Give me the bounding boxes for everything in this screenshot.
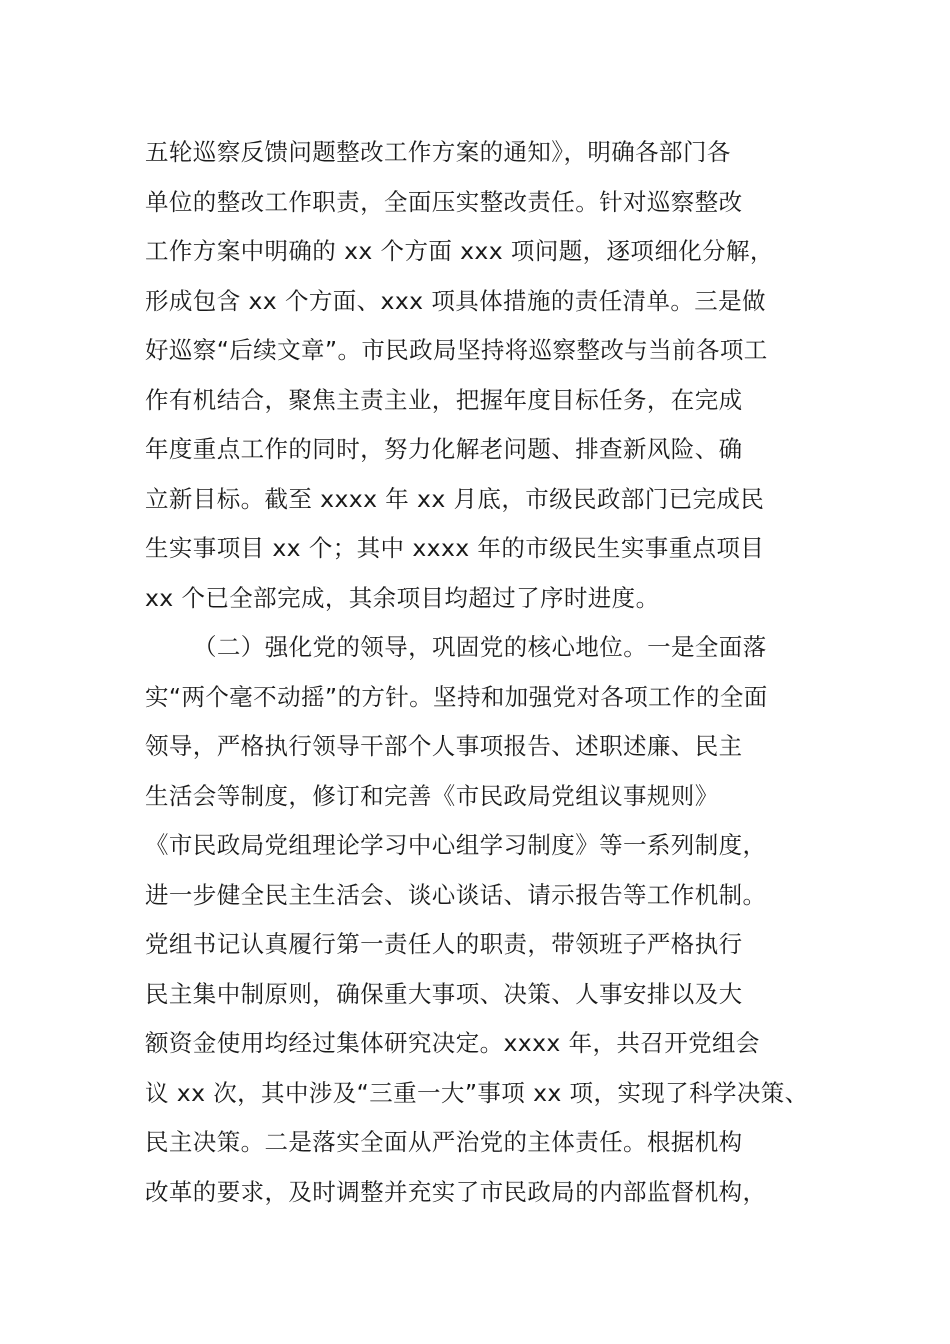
text-line: 民主决策。二是落实全面从严治党的主体责任。根据机构	[145, 1128, 743, 1156]
text-line: xx 个已全部完成，其余项目均超过了序时进度。	[145, 583, 660, 612]
text-line: 议 xx 次，其中涉及“三重一大”事项 xx 项，实现了科学决策、	[145, 1078, 809, 1107]
text-line: 作有机结合，聚焦主责主业，把握年度目标任务，在完成	[145, 385, 743, 414]
text-line: 好巡察“后续文章”。市民政局坚持将巡察整改与当前各项工	[145, 336, 768, 364]
text-line: 立新目标。截至 xxxx 年 xx 月底，市级民政部门已完成民	[145, 484, 765, 513]
text-line: 进一步健全民主生活会、谈心谈话、请示报告等工作机制。	[145, 880, 767, 909]
text-line: 生实事项目 xx 个；其中 xxxx 年的市级民生实事重点项目	[145, 534, 765, 562]
text-line: 五轮巡察反馈问题整改工作方案的通知》，明确各部门各	[145, 138, 731, 166]
body-text	[145, 128, 835, 1217]
section-heading-line: （二）强化党的领导，巩固党的核心地位。一是全面落	[193, 633, 767, 661]
text-line: 工作方案中明确的 xx 个方面 xxx 项问题，逐项细化分解，	[145, 237, 774, 265]
text-line: 实“两个毫不动摇”的方针。坚持和加强党对各项工作的全面	[145, 682, 768, 711]
text-line: 党组书记认真履行第一责任人的职责，带领班子严格执行	[145, 930, 743, 958]
text-line: 年度重点工作的同时，努力化解老问题、排查新风险、确	[145, 435, 743, 463]
text-line: 民主集中制原则，确保重大事项、决策、人事安排以及大	[145, 979, 743, 1008]
text-line: 《市民政局党组理论学习中心组学习制度》等一系列制度，	[145, 831, 767, 859]
text-line: 改革的要求，及时调整并充实了市民政局的内部监督机构，	[145, 1177, 767, 1206]
text-line: 形成包含 xx 个方面、xxx 项具体措施的责任清单。三是做	[145, 286, 766, 315]
text-line: 生活会等制度，修订和完善《市民政局党组议事规则》	[145, 781, 719, 810]
text-line: 额资金使用均经过集体研究决定。xxxx 年，共召开党组会	[145, 1029, 760, 1057]
text-line: 领导，严格执行领导干部个人事项报告、述职述廉、民主	[145, 732, 743, 760]
text-line: 单位的整改工作职责，全面压实整改责任。针对巡察整改	[145, 187, 743, 216]
